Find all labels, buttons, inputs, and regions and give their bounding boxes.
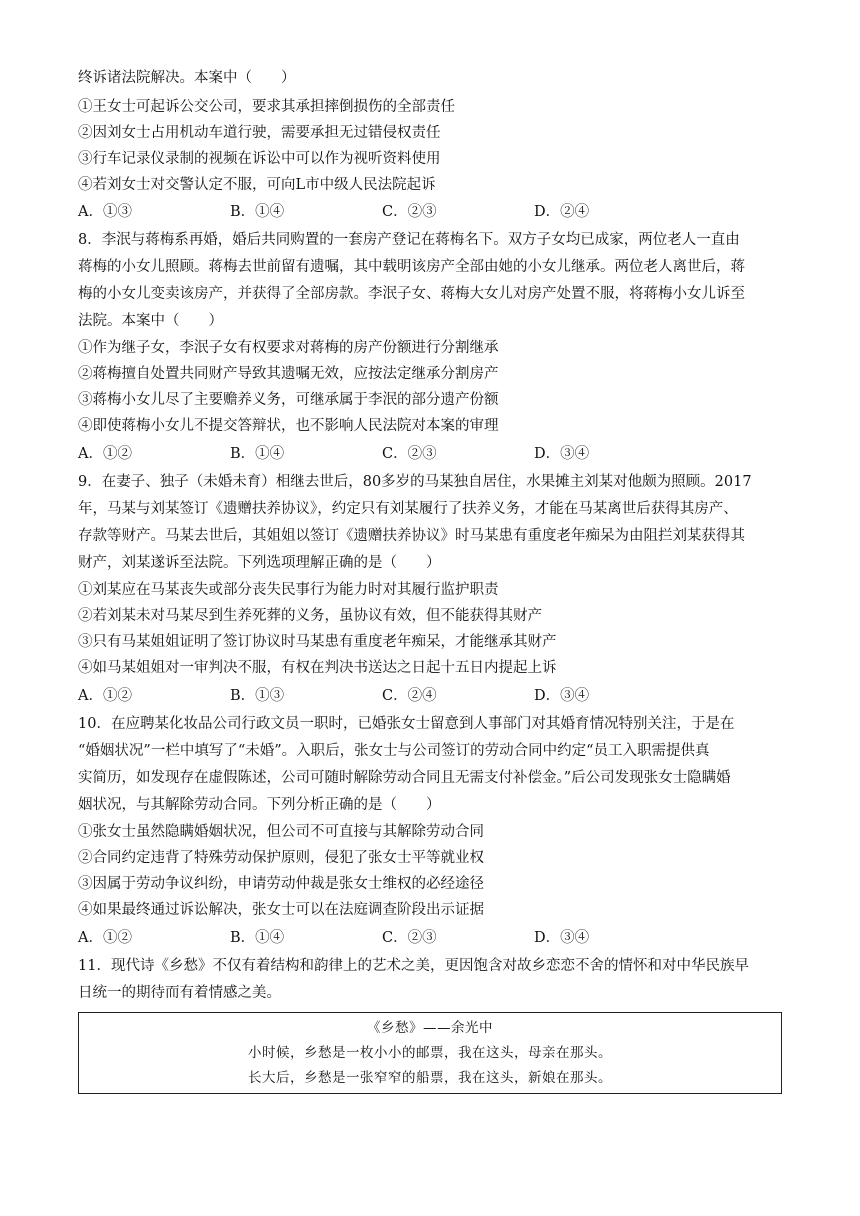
question-10-stem-4: 姻状况，与其解除劳动合同。下列分析正确的是（ ） [78,797,441,813]
question-8-stem-1: 8．李泯与蒋梅系再婚，婚后共同购置的一套房产登记在蒋梅名下。双方子女均已成家，两位老人一直由 [78,232,740,248]
q10-option-c[interactable]: C．②③ [382,930,437,946]
poem-line-1: 小时候，乡愁是一枚小小的邮票，我在这头，母亲在那头。 [248,1045,612,1061]
q10-statement-1: ①张女士虽然隐瞒婚姻状况，但公司不可直接与其解除劳动合同 [78,824,484,840]
question-9-stem-3: 存款等财产。马某去世后，其姐姐以签订《遗赠扶养协议》时马某患有重度老年痴呆为由阻拦刘某获得其 [78,528,745,544]
q10-option-d[interactable]: D．③④ [534,930,590,946]
q10-statement-2: ②合同约定违背了特殊劳动保护原则，侵犯了张女士平等就业权 [78,850,484,866]
q7-statement-3: ③行车记录仪录制的视频在诉讼中可以作为视听资料使用 [78,151,441,167]
q7-statement-4: ④若刘女士对交警认定不服，可向L市中级人民法院起诉 [78,177,436,193]
q10-option-b[interactable]: B．①④ [230,930,285,946]
question-9-stem-1: 9．在妻子、独子（未婚未育）相继去世后，80多岁的马某独自居住，水果摊主刘某对他颇为照顾。2017 [78,474,752,490]
q8-option-a[interactable]: A．①② [78,446,132,462]
question-9-stem-4: 财产，刘某遂诉至法院。下列选项理解正确的是（ ） [78,555,441,571]
q8-statement-1: ①作为继子女，李泯子女有权要求对蒋梅的房产份额进行分割继承 [78,340,499,356]
q8-option-d[interactable]: D．③④ [534,446,590,462]
question-8-stem-2: 蒋梅的小女儿照顾。蒋梅去世前留有遗嘱，其中载明该房产全部由她的小女儿继承。两位老人离世后，蒋 [78,259,745,275]
q7-option-d[interactable]: D．②④ [534,204,590,220]
q8-statement-4: ④即使蒋梅小女儿不提交答辩状，也不影响人民法院对本案的审理 [78,418,499,434]
question-10-stem-3: 实简历，如发现存在虚假陈述，公司可随时解除劳动合同且无需支付补偿金。”后公司发现张女士隐瞒婚 [78,770,731,786]
q8-option-c[interactable]: C．②③ [382,446,437,462]
poem-title: 《乡愁》——余光中 [367,1020,493,1036]
q8-statement-3: ③蒋梅小女儿尽了主要赡养义务，可继承属于李泯的部分遗产份额 [78,392,499,408]
q7-option-b[interactable]: B．①④ [230,204,285,220]
poem-line-2: 长大后，乡愁是一张窄窄的船票，我在这头，新娘在那头。 [248,1070,612,1086]
question-11-stem-2: 日统一的期待而有着情感之美。 [78,985,281,1001]
q7-option-a[interactable]: A．①③ [78,204,132,220]
poem-box [78,1012,782,1094]
question-11-stem-1: 11．现代诗《乡愁》不仅有着结构和韵律上的艺术之美，更因饱含对故乡恋恋不舍的情怀和对中华民族早 [78,958,749,974]
question-8-stem-4: 法院。本案中（ ） [78,313,223,329]
question-9-stem-2: 年，马某与刘某签订《遗赠扶养协议》，约定只有刘某履行了扶养义务，才能在马某离世后获得其房产、 [78,501,738,517]
q10-statement-4: ④如果最终通过诉讼解决，张女士可以在法庭调查阶段出示证据 [78,902,484,918]
q8-statement-2: ②蒋梅擅自处置共同财产导致其遗嘱无效，应按法定继承分割房产 [78,366,499,382]
question-10-stem-1: 10．在应聘某化妆品公司行政文员一职时，已婚张女士留意到人事部门对其婚育情况特别关注，于是在 [78,716,735,732]
q9-option-a[interactable]: A．①② [78,688,132,704]
question-7-stem-tail: 终诉诸法院解决。本案中（ ） [78,70,296,86]
q9-statement-2: ②若刘某未对马某尽到生养死葬的义务，虽协议有效，但不能获得其财产 [78,608,542,624]
q9-statement-4: ④如马某姐姐对一审判决不服，有权在判决书送达之日起十五日内提起上诉 [78,660,557,676]
q7-option-c[interactable]: C．②③ [382,204,437,220]
q7-statement-1: ①王女士可起诉公交公司，要求其承担摔倒损伤的全部责任 [78,99,455,115]
q10-statement-3: ③因属于劳动争议纠纷，申请劳动仲裁是张女士维权的必经途径 [78,876,484,892]
q9-option-c[interactable]: C．②④ [382,688,437,704]
q10-option-a[interactable]: A．①② [78,930,132,946]
q7-statement-2: ②因刘女士占用机动车道行驶，需要承担无过错侵权责任 [78,125,441,141]
question-10-stem-2: “婚姻状况”一栏中填写了“未婚”。入职后，张女士与公司签订的劳动合同中约定“员工入职需提供真 [78,743,710,759]
q9-statement-1: ①刘某应在马某丧失或部分丧失民事行为能力时对其履行监护职责 [78,582,499,598]
q9-option-d[interactable]: D．③④ [534,688,590,704]
question-8-stem-3: 梅的小女儿变卖该房产，并获得了全部房款。李泯子女、蒋梅大女儿对房产处置不服，将蒋梅小女儿诉至 [78,286,745,302]
q9-option-b[interactable]: B．①③ [230,688,285,704]
q9-statement-3: ③只有马某姐姐证明了签订协议时马某患有重度老年痴呆，才能继承其财产 [78,634,557,650]
q8-option-b[interactable]: B．①④ [230,446,285,462]
